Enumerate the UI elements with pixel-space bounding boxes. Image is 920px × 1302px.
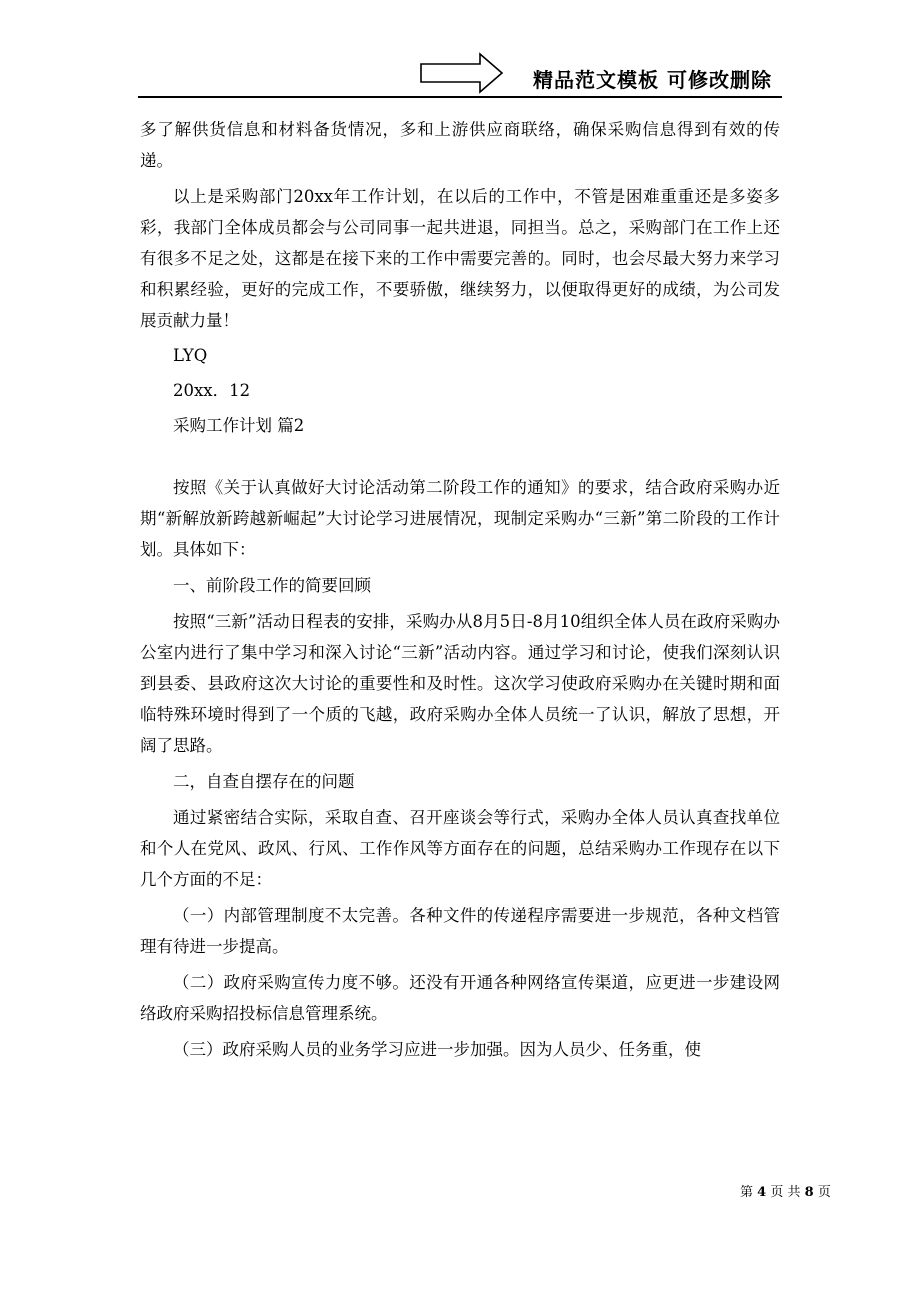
list-item-2: （二）政府采购宣传力度不够。还没有开通各种网络宣传渠道，应更进一步建设网络政府采购招投标信息管理系统。 [140, 973, 780, 1023]
paragraph-intro: 按照《关于认真做好大讨论活动第二阶段工作的通知》的要求，结合政府采购办近期“新解放新跨越新崛起”大讨论学习进展情况，现制定采购办“三新”第二阶段的工作计划。具体如下： [140, 478, 780, 559]
signature-date: 20xx．12 [173, 381, 251, 400]
page-number [740, 1181, 831, 1200]
list-item-1: （一）内部管理制度不太完善。各种文件的传递程序需要进一步规范，各种文档管理有待进一步提高。 [140, 906, 780, 956]
paragraph-supply-info: 多了解供货信息和材料备货情况，多和上游供应商联络，确保采购信息得到有效的传递。 [140, 120, 780, 170]
document-body [140, 114, 780, 1070]
page-suffix: 页 [817, 1185, 831, 1200]
page-prefix: 第 [740, 1185, 754, 1200]
page-middle: 页 共 [770, 1185, 801, 1200]
list-item-3: （三）政府采购人员的业务学习应进一步加强。因为人员少、任务重，使 [173, 1040, 701, 1059]
current-page: 4 [757, 1185, 767, 1200]
paragraph-summary: 以上是采购部门20xx年工作计划，在以后的工作中，不管是困难重重还是多姿多彩，我部门全体成员都会与公司同事一起共进退，同担当。总之，采购部门在工作上还有很多不足之处，这都是在接下来的工作中需要完善的。同时，也会尽最大努力来学习和积累经验，更好的完成工作，不要骄傲，继续努力，以便取得更好的成绩，为公司发展贡献力量！ [140, 187, 780, 330]
heading-problems: 二，自查自摆存在的问题 [173, 772, 355, 791]
paragraph-problems: 通过紧密结合实际，采取自查、召开座谈会等行式，采购办全体人员认真查找单位和个人在党风、政风、行风、工作作风等方面存在的问题，总结采购办工作现存在以下几个方面的不足： [140, 808, 780, 889]
blank-line [140, 446, 780, 472]
paragraph-review: 按照“三新”活动日程表的安排，采购办从8月5日-8月10组织全体人员在政府采购办公室内进行了集中学习和深入讨论“三新”活动内容。通过学习和讨论，使我们深刻认识到县委、县政府这次大讨论的重要性和及时性。这次学习使政府采购办在关键时期和面临特殊环境时得到了一个质的飞越，政府采购办全体人员统一了认识，解放了思想，开阔了思路。 [140, 612, 780, 755]
header-title: 精品范文模板 可修改删除 [533, 68, 772, 92]
page-header [138, 48, 782, 98]
header-rule [138, 96, 782, 98]
section-title: 采购工作计划 篇2 [173, 416, 305, 435]
heading-review: 一、前阶段工作的简要回顾 [173, 576, 371, 595]
arrow-right-icon [420, 52, 504, 94]
total-pages: 8 [804, 1185, 814, 1200]
signature-name: LYQ [173, 346, 208, 365]
